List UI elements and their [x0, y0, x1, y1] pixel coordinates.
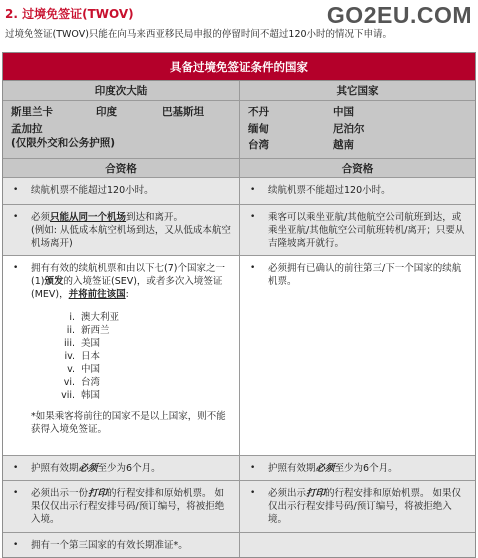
country-bhutan: 不丹 — [248, 106, 269, 118]
bullet-icon: • — [250, 185, 256, 195]
list-country: 中国 — [81, 364, 101, 375]
bullet-icon: • — [13, 540, 19, 550]
bullet-icon: • — [13, 488, 19, 498]
criteria-row — [3, 205, 475, 256]
country-bangladesh: 孟加拉 — [11, 123, 43, 135]
bullet-icon: • — [250, 263, 256, 273]
criterion-text: 的行程安排和原始机票。 如果仅仅出示行程安排号码/预订编号，将被拒绝入境。 — [268, 488, 462, 525]
criterion-text: 必须 — [31, 212, 51, 223]
criterion-text: : — [125, 289, 129, 300]
other-countries — [239, 101, 475, 158]
criterion-example: (例如: 从低成本航空机场到达，又从低成本航空机场离开) — [31, 225, 231, 249]
bullet-icon: • — [250, 212, 256, 222]
country-pakistan: 巴基斯坦 — [162, 106, 204, 118]
list-number: iv. — [64, 351, 75, 362]
country-sri-lanka: 斯里兰卡 — [11, 106, 53, 118]
section-title: 2. 过境免签证(TWOV) — [5, 7, 134, 21]
criteria-row — [3, 481, 475, 533]
table-banner: 具备过境免签证条件的国家 — [3, 53, 475, 81]
criterion-emphasis: 颁发 — [44, 276, 64, 287]
country-india: 印度 — [96, 106, 117, 118]
intro-text: 过境免签证(TWOV)只能在向马来西亚移民局申报的停留时间不超过120小时的情况下申请。 — [5, 29, 393, 40]
criterion-text: 护照有效期 — [31, 463, 79, 474]
criterion-cell — [239, 178, 475, 204]
list-country: 新西兰 — [81, 325, 110, 336]
criterion-cell — [3, 481, 239, 532]
criterion-text: 到达和离开。 — [126, 212, 184, 223]
list-number: vi. — [63, 377, 75, 388]
countries-row — [3, 101, 475, 159]
list-item — [61, 337, 231, 350]
bullet-icon: • — [13, 263, 19, 273]
country-china: 中国 — [333, 106, 354, 118]
qualification-header-right: 合资格 — [239, 159, 475, 177]
bangladesh-note: (仅限外交和公务护照) — [11, 137, 116, 149]
criterion-emphasis: 必须 — [78, 463, 98, 474]
list-country: 台湾 — [81, 377, 101, 388]
criterion-text: 必须出示一份 — [31, 488, 89, 499]
list-number: i. — [69, 312, 75, 323]
country-nepal: 尼泊尔 — [333, 123, 365, 135]
list-number: v. — [67, 364, 75, 375]
list-item — [61, 376, 231, 389]
list-country: 韩国 — [81, 390, 101, 401]
criterion-cell — [239, 256, 475, 455]
criterion-text: 拥有有效的续航机票和由以下七(7)个国家之一(1) — [31, 263, 225, 287]
list-item — [61, 363, 231, 376]
criterion-emphasis: 并将前往该国 — [68, 289, 126, 300]
criteria-row — [3, 178, 475, 205]
region-header-other-countries: 其它国家 — [239, 81, 475, 100]
criterion-text: 至少为6个月。 — [97, 463, 161, 474]
criterion-text: 续航机票不能超过120小时。 — [31, 185, 154, 196]
criterion-emphasis: 只能从同一个机场 — [50, 212, 127, 223]
criteria-row — [3, 533, 475, 557]
list-number: ii. — [66, 325, 75, 336]
qualification-header-row — [3, 159, 475, 178]
list-country: 澳大利亚 — [81, 312, 120, 323]
criterion-text: 的行程安排和原始机票。 如果仅仅出示行程安排号码/预订编号，将被拒绝入境。 — [31, 488, 225, 525]
list-item — [61, 324, 231, 337]
list-country: 美国 — [81, 338, 101, 349]
bullet-icon: • — [13, 463, 19, 473]
footnote: *如果乘客将前往的国家不是以上国家，则不能获得入境免签证。 — [31, 411, 226, 435]
criterion-cell — [3, 178, 239, 204]
bullet-icon: • — [13, 212, 19, 222]
criterion-cell — [3, 456, 239, 480]
criterion-emphasis: 必须 — [315, 463, 335, 474]
list-number: iii. — [64, 338, 75, 349]
region-header-indian-subcontinent: 印度次大陆 — [3, 81, 239, 100]
criterion-cell — [239, 205, 475, 255]
criterion-text: 护照有效期 — [268, 463, 316, 474]
criterion-text: 必须拥有已确认的前往第三/下一个国家的续航机票。 — [268, 263, 462, 287]
country-taiwan: 台湾 — [248, 139, 269, 151]
list-item — [61, 350, 231, 363]
region-header-row — [3, 81, 475, 101]
criterion-cell — [3, 205, 239, 255]
bullet-icon: • — [250, 463, 256, 473]
criteria-row — [3, 456, 475, 481]
country-vietnam: 越南 — [333, 139, 354, 151]
indian-subcontinent-countries — [3, 101, 239, 158]
empty-cell — [239, 533, 475, 557]
criterion-text: 至少为6个月。 — [334, 463, 398, 474]
criterion-cell — [3, 533, 239, 557]
criterion-text: 的入境签证(SEV)，或者多次入境签证(MEV)， — [31, 276, 223, 300]
criteria-row — [3, 256, 475, 456]
site-watermark: GO2EU.COM — [326, 2, 472, 28]
country-myanmar: 缅甸 — [248, 123, 269, 135]
criterion-cell — [3, 256, 239, 455]
bullet-icon: • — [250, 488, 256, 498]
criterion-cell — [239, 481, 475, 532]
criterion-text: 拥有一个第三国家的有效长期准证*。 — [31, 540, 188, 551]
list-country: 日本 — [81, 351, 101, 362]
list-item — [61, 311, 231, 324]
criterion-emphasis: 打印 — [306, 488, 326, 499]
eligible-country-list — [61, 311, 231, 402]
bullet-icon: • — [13, 185, 19, 195]
twov-table — [2, 52, 476, 558]
criterion-cell — [239, 456, 475, 480]
criterion-paragraph — [31, 262, 231, 301]
criterion-text: 乘客可以乘坐亚航/其他航空公司航班到达，或乘坐亚航/其他航空公司航班转机/离开；只要从吉隆坡离开就行。 — [268, 212, 465, 249]
criterion-emphasis: 打印 — [88, 488, 108, 499]
criterion-text: 续航机票不能超过120小时。 — [268, 185, 391, 196]
criterion-text: 必须出示 — [268, 488, 307, 499]
list-number: vii. — [61, 390, 75, 401]
page-header — [0, 0, 478, 50]
qualification-header-left: 合资格 — [3, 159, 239, 177]
list-item — [61, 389, 231, 402]
